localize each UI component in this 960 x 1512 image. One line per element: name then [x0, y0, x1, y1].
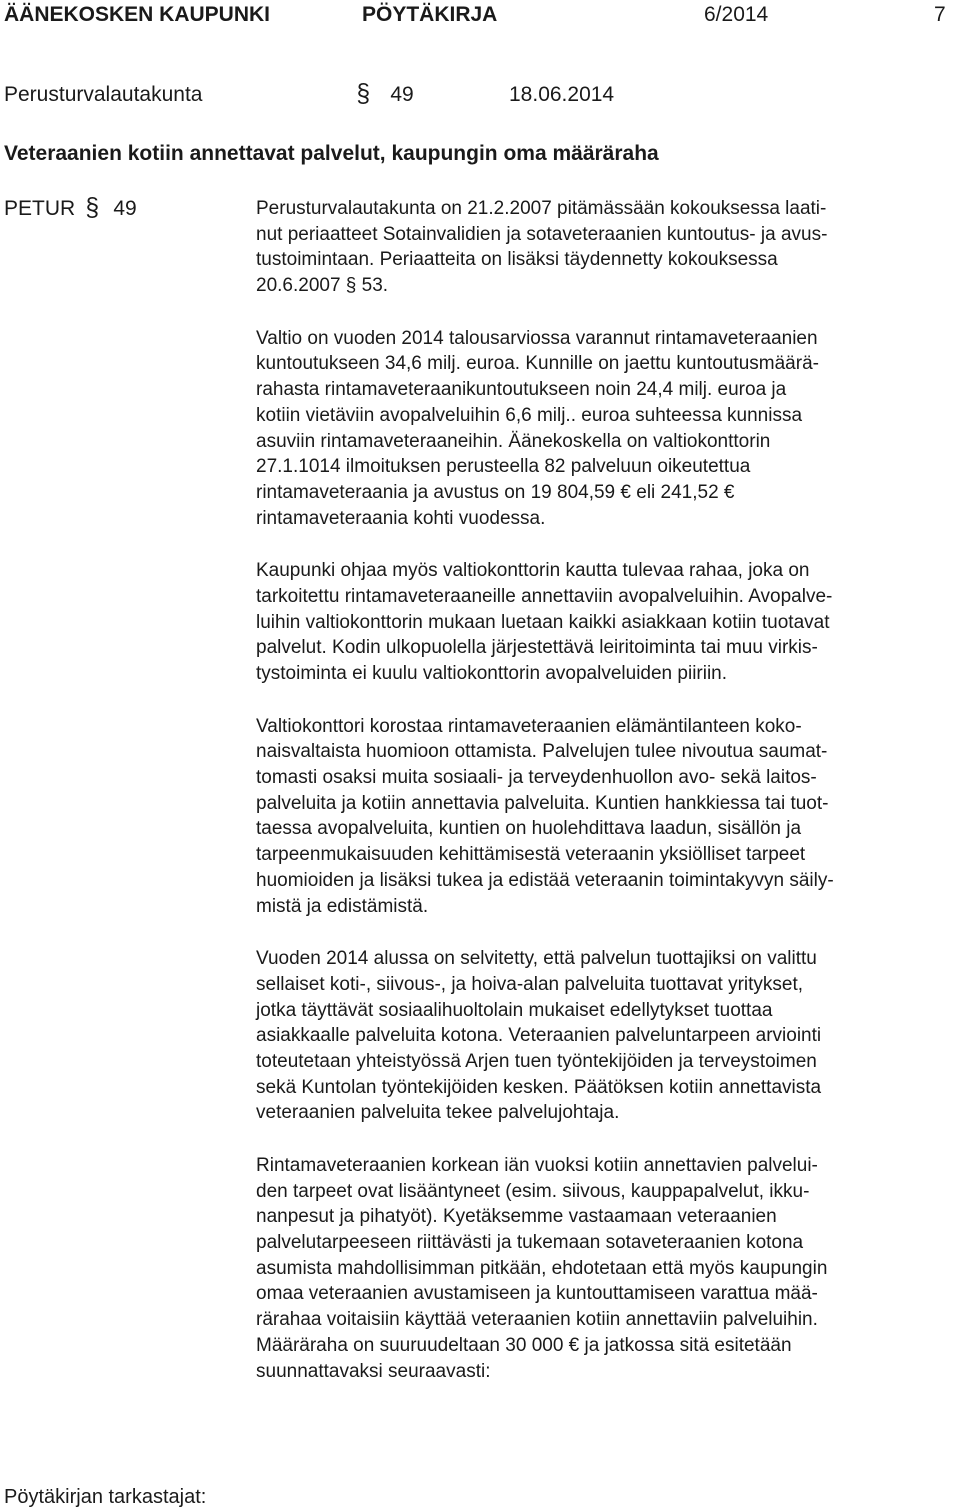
- org-name-text: ÄÄNEKOSKEN KAUPUNKI: [4, 3, 271, 26]
- item-ref: [4, 192, 137, 222]
- paragraph-5: [256, 946, 956, 1126]
- committee-name-text: Perusturvalautakunta: [4, 83, 203, 106]
- section-ref: [356, 78, 414, 108]
- paragraph-line: Perusturvalautakunta on 21.2.2007 pitämässään kokouksessa laati-: [256, 198, 827, 219]
- paragraph-line: asuviin rintamaveteraaneihin. Äänekoskella on valtiokonttorin: [256, 430, 771, 452]
- paragraph-line: rärahaa voitaisiin käyttää veteraanien kotiin annettaviin palveluihin.: [256, 1309, 818, 1331]
- meeting-date: [509, 82, 614, 108]
- paragraph-line: asiakkaalle palveluita kotona. Veteraanien palveluntarpeen arviointi: [256, 1025, 822, 1047]
- paragraph-2: [256, 326, 956, 532]
- committee-name: [4, 82, 202, 108]
- paragraph-line: Rintamaveteraanien korkean iän vuoksi kotiin annettavien palvelui-: [256, 1155, 818, 1176]
- doc-type-text: PÖYTÄKIRJA: [362, 3, 498, 26]
- paragraph-line: tarkoitettu rintamaveteraaneille annettaviin avopalveluihin. Avopalve-: [256, 585, 833, 607]
- paragraph-line: tarpeenmukaisuuden kehittämisestä veteraanin yksiölliset tarpeet: [256, 844, 806, 866]
- paragraph-line: asumista mahdollisimman pitkään, ehdotetaan että myös kaupungin: [256, 1257, 828, 1279]
- paragraph-1: [256, 196, 956, 299]
- paragraph-line: naisvaltaista huomioon ottamista. Palvelujen tulee nivoutua saumat-: [256, 741, 828, 763]
- paragraph-line: tomasti osaksi muita sosiaali- ja terveydenhuollon avo- sekä laitos-: [256, 767, 817, 789]
- doc-number-text: 6/2014: [704, 3, 769, 26]
- page-title-text: Veteraanien kotiin annettavat palvelut, kaupungin oma määräraha: [4, 142, 659, 165]
- paragraph-4: [256, 714, 956, 920]
- paragraph-line: nut periaatteet Sotainvalidien ja sotaveteraanien kuntoutus- ja avus-: [256, 223, 828, 245]
- paragraph-line: tystoiminta ei kuulu valtiokonttorin avopalveluiden piiriin.: [256, 663, 728, 684]
- paragraph-line: tustoimintaan. Periaatteita on lisäksi täydennetty kokouksessa: [256, 249, 778, 271]
- item-ref-label: PETUR: [4, 197, 76, 220]
- paragraph-line: taessa avopalveluita, kuntien on huolehdittava laadun, sisällön ja: [256, 818, 802, 840]
- section-number: 49: [390, 83, 414, 106]
- paragraph-line: veteraanien palveluita tekee palvelujohtaja.: [256, 1102, 620, 1124]
- section-symbol: §: [356, 78, 371, 108]
- meeting-date-text: 18.06.2014: [509, 83, 615, 106]
- body-text: [256, 196, 956, 1411]
- item-ref-symbol: §: [85, 192, 100, 222]
- paragraph-line: Valtiokonttori korostaa rintamaveteraanien elämäntilanteen koko-: [256, 715, 802, 737]
- paragraph-line: jotka täyttävät sosiaalihuoltolain mukaiset edellytykset tuottaa: [256, 999, 773, 1021]
- page-number-text: 7: [934, 3, 946, 26]
- paragraph-6: [256, 1153, 956, 1384]
- org-name: [4, 2, 270, 28]
- paragraph-line: palveluita ja kotiin annettavia palveluita. Kuntien hankkiessa tai tuot-: [256, 792, 829, 814]
- paragraph-line: Kaupunki ohjaa myös valtiokonttorin kautta tulevaa rahaa, joka on: [256, 560, 810, 582]
- paragraph-line: rintamaveteraania ja avustus on 19 804,59 € eli 241,52 €: [256, 481, 735, 503]
- page-number: [934, 2, 946, 28]
- paragraph-line: 27.1.1014 ilmoituksen perusteella 82 palveluun oikeutettua: [256, 456, 751, 478]
- paragraph-line: Määräraha on suuruudeltaan 30 000 € ja jatkossa sitä esitetään: [256, 1334, 792, 1356]
- paragraph-3: [256, 558, 956, 686]
- paragraph-line: rintamaveteraania kohti vuodessa.: [256, 507, 546, 529]
- paragraph-line: huomioiden ja lisäksi tukea ja edistää veteraanin toimintakyvyn säily-: [256, 869, 834, 891]
- paragraph-line: rahasta rintamaveteraanikuntoutukseen noin 24,4 milj. euroa ja: [256, 379, 787, 401]
- reviewers-label: [4, 1484, 206, 1510]
- paragraph-line: Vuoden 2014 alussa on selvitetty, että palvelun tuottajiksi on valittu: [256, 948, 817, 970]
- paragraph-line: 20.6.2007 § 53.: [256, 275, 389, 297]
- paragraph-line: palvelut. Kodin ulkopuolella järjestettävä leiritoiminta tai muu virkis-: [256, 637, 818, 659]
- paragraph-line: suunnattavaksi seuraavasti:: [256, 1360, 491, 1382]
- paragraph-line: den tarpeet ovat lisääntyneet (esim. siivous, kauppapalvelut, ikku-: [256, 1180, 810, 1202]
- paragraph-line: omaa veteraanien avustamiseen ja kuntouttamiseen varattua mää-: [256, 1283, 818, 1305]
- paragraph-line: kuntoutukseen 34,6 milj. euroa. Kunnille on jaettu kuntoutusmäärä-: [256, 353, 819, 375]
- reviewers-label-text: Pöytäkirjan tarkastajat:: [4, 1486, 207, 1508]
- paragraph-line: Valtio on vuoden 2014 talousarviossa varannut rintamaveteraanien: [256, 327, 818, 349]
- paragraph-line: sekä Kuntolan työntekijöiden kesken. Päätöksen kotiin annettavista: [256, 1076, 822, 1098]
- paragraph-line: toteutetaan yhteistyössä Arjen tuen työntekijöiden ja terveystoimen: [256, 1050, 817, 1072]
- paragraph-line: nanpesut ja pihatyöt). Kyetäksemme vastaamaan veteraanien: [256, 1206, 777, 1228]
- paragraph-line: luihin valtiokonttorin mukaan luetaan kaikki asiakkaan kotiin tuotavat: [256, 611, 830, 633]
- doc-type: [362, 2, 497, 28]
- paragraph-line: palvelutarpeeseen riittävästi ja tukemaan sotaveteraanien kotona: [256, 1232, 804, 1254]
- paragraph-line: mistä ja edistämistä.: [256, 895, 429, 917]
- paragraph-line: sellaiset koti-, siivous-, ja hoiva-alan palveluita tuottavat yritykset,: [256, 973, 804, 995]
- page-title: [4, 141, 659, 167]
- item-ref-number: 49: [113, 197, 137, 220]
- paragraph-line: kotiin vietäviin avopalveluihin 6,6 milj.. euroa suhteessa kunnissa: [256, 404, 803, 426]
- doc-number: [704, 2, 768, 28]
